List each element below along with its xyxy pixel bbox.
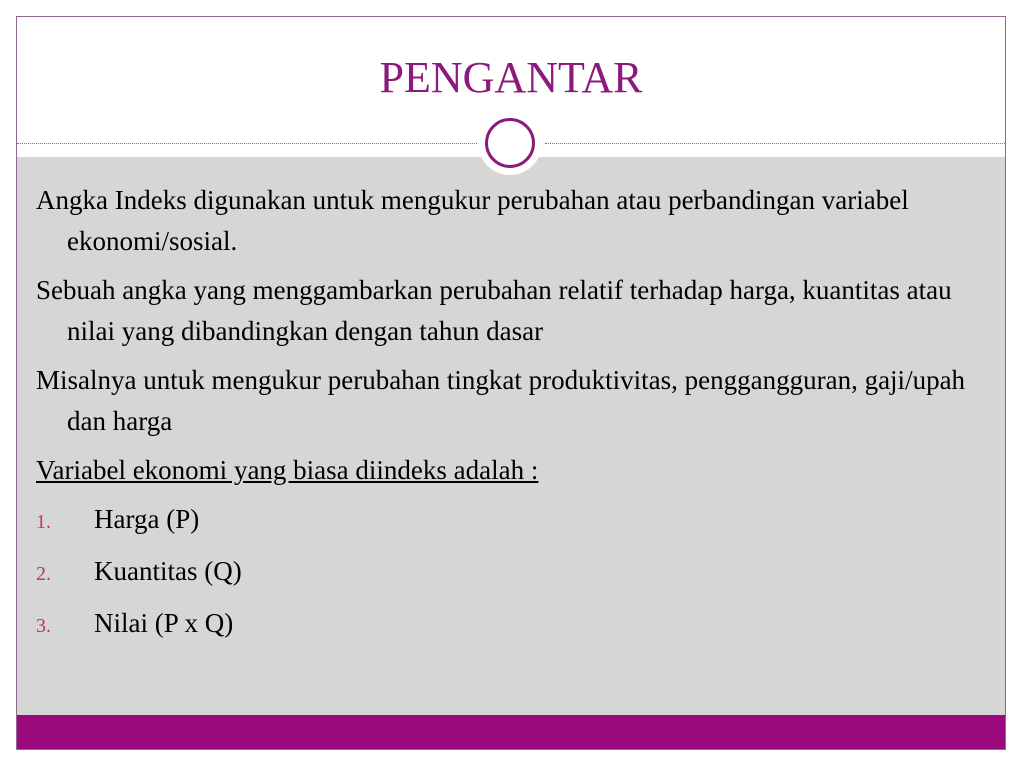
circle-ornament-icon (485, 118, 535, 168)
list-item-text: Nilai (P x Q) (94, 608, 234, 638)
list-item (36, 499, 966, 543)
list-item (36, 551, 966, 595)
paragraph-relative-change: Sebuah angka yang menggambarkan perubahan relatif terhadap harga, kuantitas atau nilai yang dibandingkan dengan tahun dasar (36, 275, 952, 346)
paragraph-definition: Angka Indeks digunakan untuk mengukur perubahan atau perbandingan variabel ekonomi/sosial. (36, 185, 909, 256)
list-heading: Variabel ekonomi yang biasa diindeks adalah : (36, 455, 539, 485)
paragraph-example: Misalnya untuk mengukur perubahan tingkat produktivitas, penggangguran, gaji/upah dan harga (36, 365, 966, 436)
list-item-text: Kuantitas (Q) (94, 556, 242, 586)
list-item-number: 1. (36, 511, 51, 533)
list-item (36, 603, 966, 647)
title-divider-left (17, 143, 483, 144)
list-item-number: 2. (36, 563, 51, 585)
slide-body (36, 180, 966, 655)
list-item-number: 3. (36, 615, 51, 637)
list-item-text: Harga (P) (94, 504, 200, 534)
variable-list (36, 499, 966, 647)
bottom-accent-bar (17, 715, 1005, 749)
title-divider-right (545, 143, 1005, 144)
slide-title: PENGANTAR (379, 53, 643, 102)
